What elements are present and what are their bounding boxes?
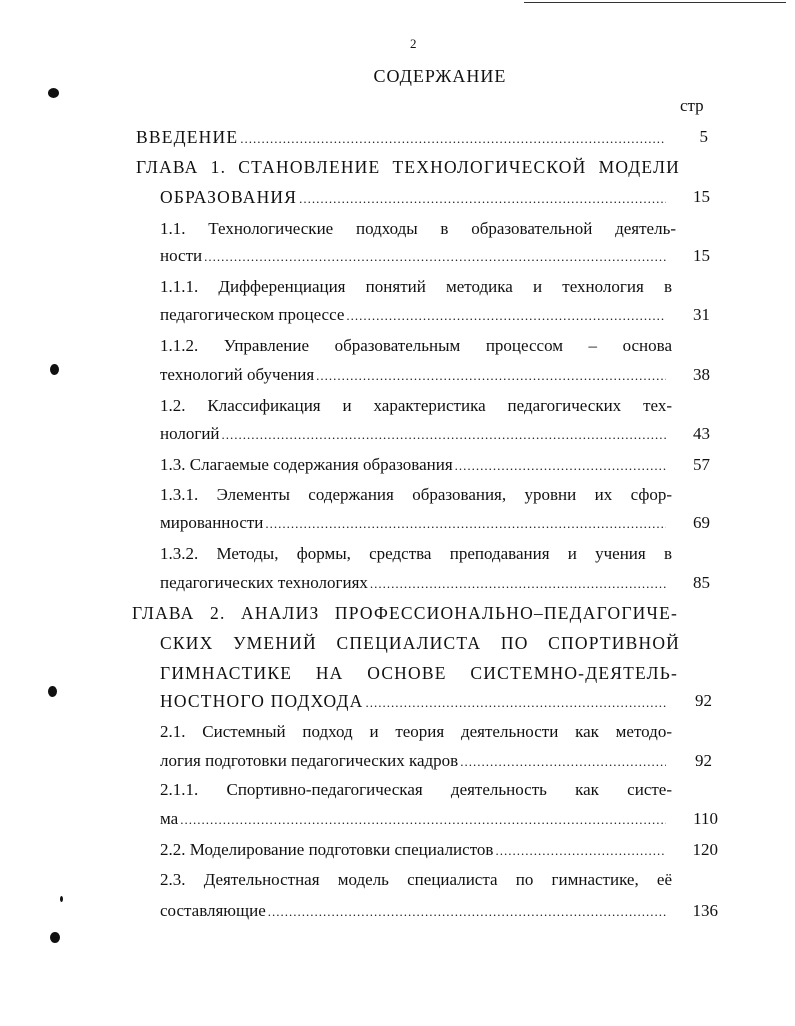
toc-section-1-1-1-line-2[interactable]	[160, 302, 668, 328]
toc-section-2-1-1-line-1[interactable]: 2.1.1. Спортивно-педагогическая деятельность как систе-	[160, 780, 672, 799]
toc-section-1-1-line-2[interactable]	[160, 243, 668, 269]
toc-chapter-1-line-1[interactable]: ГЛАВА 1. СТАНОВЛЕНИЕ ТЕХНОЛОГИЧЕСКОЙ МОДЕЛИ	[136, 157, 680, 177]
toc-page-number: 120	[692, 840, 718, 859]
toc-section-1-1-1-line-1[interactable]: 1.1.1. Дифференциация понятий методика и технология в	[160, 277, 672, 296]
toc-entry-text: 1.3. Слагаемые содержания образования	[160, 455, 453, 474]
toc-chapter-1-line-2[interactable]	[160, 184, 668, 210]
page-column-label: стр	[680, 96, 704, 115]
toc-section-1-3[interactable]	[160, 452, 668, 478]
toc-section-2-1-line-2[interactable]	[160, 748, 668, 774]
toc-section-2-2[interactable]	[160, 837, 668, 863]
toc-entry-text: нологий	[160, 424, 220, 443]
toc-entry-text: мированности	[160, 513, 264, 532]
scan-speck	[50, 364, 59, 375]
toc-entry-text: ности	[160, 246, 203, 265]
toc-chapter-2-line-2[interactable]: СКИХ УМЕНИЙ СПЕЦИАЛИСТА ПО СПОРТИВНОЙ	[160, 633, 680, 653]
toc-entry-text: ОБРАЗОВАНИЯ	[160, 187, 298, 207]
toc-section-1-2-line-2[interactable]	[160, 421, 668, 447]
toc-page-number: 57	[693, 455, 710, 474]
page-number: 2	[410, 36, 417, 51]
toc-section-1-1-line-1[interactable]: 1.1. Технологические подходы в образовательной деятель-	[160, 219, 676, 238]
toc-page-number: 69	[693, 513, 710, 532]
toc-section-2-3-line-2[interactable]	[160, 898, 668, 924]
toc-entry-text: составляющие	[160, 901, 266, 920]
scan-speck	[60, 896, 63, 902]
toc-page-number: 43	[693, 424, 710, 443]
toc-section-1-1-2-line-1[interactable]: 1.1.2. Управление образовательным процессом – основа	[160, 336, 672, 355]
scan-speck	[50, 932, 60, 943]
toc-entry-text: НОСТНОГО ПОДХОДА	[160, 691, 364, 711]
toc-page-number: 31	[693, 305, 710, 324]
toc-page-number: 15	[693, 187, 710, 206]
toc-entry-text: технологий обучения	[160, 365, 315, 384]
page-title: СОДЕРЖАНИЕ	[373, 66, 507, 86]
toc-page-number: 92	[695, 691, 712, 710]
toc-entry-text: педагогических технологиях	[160, 573, 368, 592]
top-rule	[524, 2, 786, 3]
toc-section-1-3-2-line-1[interactable]: 1.3.2. Методы, формы, средства преподавания и учения в	[160, 544, 672, 563]
toc-section-1-1-2-line-2[interactable]	[160, 362, 668, 388]
toc-page-number: 110	[693, 809, 718, 828]
toc-page-number: 38	[693, 365, 710, 384]
toc-section-1-3-2-line-2[interactable]	[160, 570, 668, 596]
toc-entry-intro[interactable]	[136, 124, 668, 150]
toc-section-2-1-line-1[interactable]: 2.1. Системный подход и теория деятельности как методо-	[160, 722, 672, 741]
toc-section-1-3-1-line-1[interactable]: 1.3.1. Элементы содержания образования, уровни их сфор-	[160, 485, 672, 504]
scan-speck	[48, 686, 57, 697]
toc-entry-text: ВВЕДЕНИЕ	[136, 127, 239, 147]
toc-chapter-2-line-4[interactable]	[160, 688, 668, 714]
toc-page-number: 5	[699, 127, 708, 146]
toc-section-1-2-line-1[interactable]: 1.2. Классификация и характеристика педагогических тех-	[160, 396, 672, 415]
toc-entry-text: логия подготовки педагогических кадров	[160, 751, 459, 770]
toc-entry-text: педагогическом процессе	[160, 305, 345, 324]
toc-section-2-3-line-1[interactable]: 2.3. Деятельностная модель специалиста по гимнастике, её	[160, 870, 672, 889]
toc-page-number: 92	[695, 751, 712, 770]
scan-speck	[48, 88, 59, 98]
toc-section-1-3-1-line-2[interactable]	[160, 510, 668, 536]
toc-entry-text: 2.2. Моделирование подготовки специалистов	[160, 840, 494, 859]
toc-chapter-2-line-1[interactable]: ГЛАВА 2. АНАЛИЗ ПРОФЕССИОНАЛЬНО–ПЕДАГОГИЧЕ-	[132, 603, 678, 623]
toc-page-number: 136	[692, 901, 718, 920]
toc-entry-text: ма	[160, 809, 179, 828]
toc-page-number: 85	[693, 573, 710, 592]
toc-chapter-2-line-3[interactable]: ГИМНАСТИКЕ НА ОСНОВЕ СИСТЕМНО-ДЕЯТЕЛЬ-	[160, 663, 678, 683]
toc-section-2-1-1-line-2[interactable]	[160, 806, 668, 832]
toc-page-number: 15	[693, 246, 710, 265]
